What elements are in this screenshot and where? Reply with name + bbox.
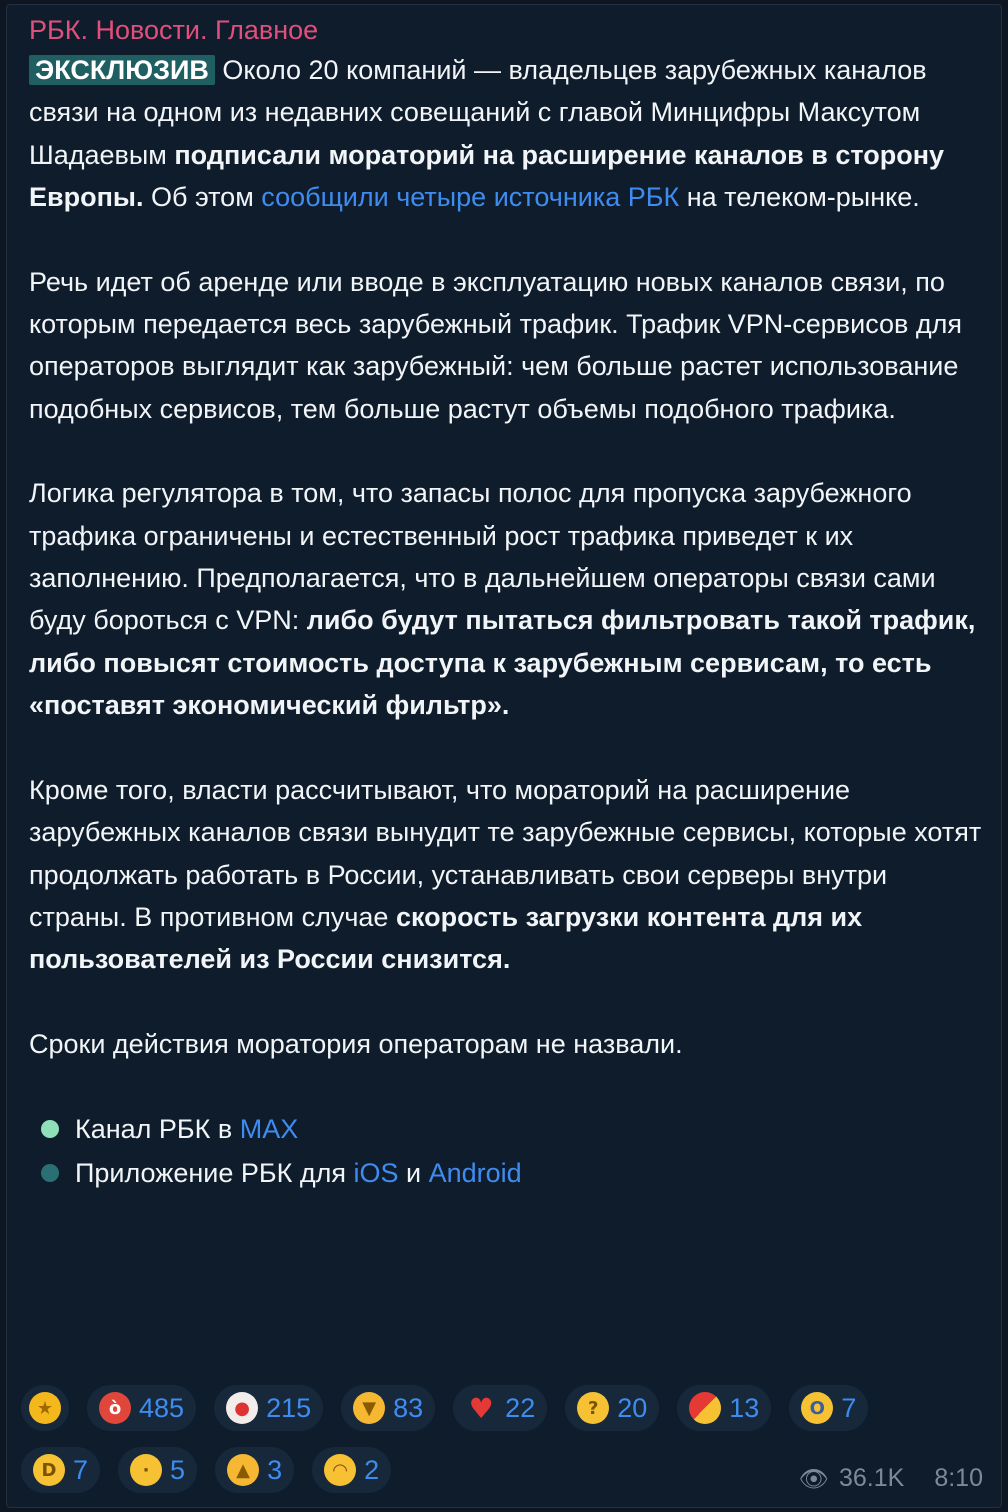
- reaction-clown[interactable]: [214, 1385, 323, 1431]
- reaction-heart[interactable]: [453, 1385, 547, 1431]
- channel-name[interactable]: РБК. Новости. Главное: [29, 15, 319, 45]
- paragraph-1: [29, 49, 989, 219]
- heart-icon: ♥: [468, 1391, 494, 1425]
- reaction-pill[interactable]: [677, 1385, 771, 1431]
- star-icon: ★: [29, 1392, 61, 1424]
- reaction-thinking[interactable]: [565, 1385, 659, 1431]
- reaction-count: 13: [729, 1392, 760, 1423]
- reaction-count: 3: [267, 1454, 283, 1485]
- cowboy-face-icon: ◠: [324, 1454, 356, 1486]
- message-time: 8:10: [934, 1464, 983, 1492]
- reaction-cowboy[interactable]: [312, 1447, 391, 1493]
- p3-bold-1: либо будут пытаться фильтровать такой трафик, либо повысят стоимость доступа к зарубежным сервисам, то есть «поставят экономический фильтр».: [29, 605, 976, 721]
- bullet-dot-icon: [41, 1164, 59, 1182]
- ios-link[interactable]: iOS: [353, 1158, 399, 1189]
- paragraph-2: Речь идет об аренде или вводе в эксплуатацию новых каналов связи, по которым передается весь зарубежный трафик. Трафик VPN-сервисов для операторов выглядит как зарубежный: чем больше растет использование подобных сервисов, тем больше растут объемы подобного трафика.: [29, 266, 963, 424]
- p1-text-3: на телеком-рынке.: [679, 182, 920, 213]
- reaction-raised-eyebrow[interactable]: [118, 1447, 197, 1493]
- reaction-thumbs-down[interactable]: [341, 1385, 435, 1431]
- exclusive-badge: ЭКСКЛЮЗИВ: [29, 55, 215, 85]
- reaction-count: 215: [266, 1392, 312, 1423]
- p4-text-1: Кроме того, власти рассчитывают, что мораторий на расширение зарубежных каналов связи вынудит те зарубежные сервисы, которые хотят продолжать работать в России, устанавливать свои серверы внутри страны. В противном случае: [29, 774, 982, 932]
- footer-line-max: [29, 1107, 989, 1151]
- reaction-count: 5: [170, 1454, 186, 1485]
- screaming-face-icon: O: [801, 1392, 833, 1424]
- rofl-face-icon: D: [33, 1454, 65, 1486]
- footer-max-text: Канал РБК в: [75, 1114, 233, 1145]
- message-bubble: [6, 4, 1002, 1508]
- eye-icon: 👁: [798, 1464, 829, 1493]
- sources-link[interactable]: сообщили четыре источника РБК: [261, 182, 680, 213]
- footer-app-mid: и: [398, 1158, 429, 1189]
- reaction-count: 83: [393, 1392, 424, 1423]
- reaction-screaming[interactable]: [789, 1385, 868, 1431]
- view-count: 36.1K: [838, 1464, 905, 1492]
- paragraph-4: [29, 769, 989, 981]
- p4-bold-1: скорость загрузки контента для их пользователей из России снизится.: [29, 901, 863, 975]
- android-link[interactable]: Android: [428, 1158, 522, 1189]
- star-reaction-button[interactable]: [21, 1385, 69, 1431]
- reactions-row-1: [21, 1385, 981, 1431]
- p1-text-1: Около 20 компаний — владельцев зарубежных каналов связи на одном из недавних совещаний с главой Минцифры Максутом Шадаевым: [29, 55, 927, 170]
- paragraph-5: Сроки действия моратория операторам не назвали.: [29, 1028, 683, 1059]
- p1-bold-1: подписали мораторий на расширение каналов в сторону Европы.: [29, 139, 945, 213]
- footer-app-text: Приложение РБК для: [75, 1158, 346, 1189]
- angry-face-icon: ò: [99, 1392, 131, 1424]
- reaction-angry[interactable]: [87, 1385, 196, 1431]
- thumbs-down-icon: ▼: [353, 1392, 385, 1424]
- reaction-count: 22: [505, 1392, 536, 1423]
- reaction-count: 20: [617, 1392, 648, 1423]
- p3-text-1: Логика регулятора в том, что запасы полос для пропуска зарубежного трафика ограничены и естественный рост трафика приведет к их заполнению. Предполагается, что в дальнейшем операторы связи сами буду бороться с VPN:: [29, 478, 936, 636]
- p1-text-2: Об этом: [143, 182, 262, 213]
- bullet-dot-icon: [41, 1120, 59, 1138]
- reaction-count: 485: [139, 1392, 185, 1423]
- max-link[interactable]: MAX: [239, 1114, 299, 1145]
- message-meta: [799, 1464, 983, 1493]
- paragraph-3: [29, 472, 989, 726]
- footer-line-app: [29, 1151, 989, 1195]
- clown-face-icon: ●: [226, 1392, 258, 1424]
- reaction-rofl[interactable]: [21, 1447, 100, 1493]
- reaction-count: 2: [364, 1454, 380, 1485]
- reaction-count: 7: [841, 1392, 857, 1423]
- raised-eyebrow-face-icon: ·: [130, 1454, 162, 1486]
- reaction-count: 7: [73, 1454, 89, 1485]
- thumbs-up-icon: ▲: [227, 1454, 259, 1486]
- reaction-thumbs-up[interactable]: [215, 1447, 294, 1493]
- thinking-face-icon: ?: [577, 1392, 609, 1424]
- pill-icon: [689, 1392, 721, 1424]
- message-content: [29, 11, 989, 1195]
